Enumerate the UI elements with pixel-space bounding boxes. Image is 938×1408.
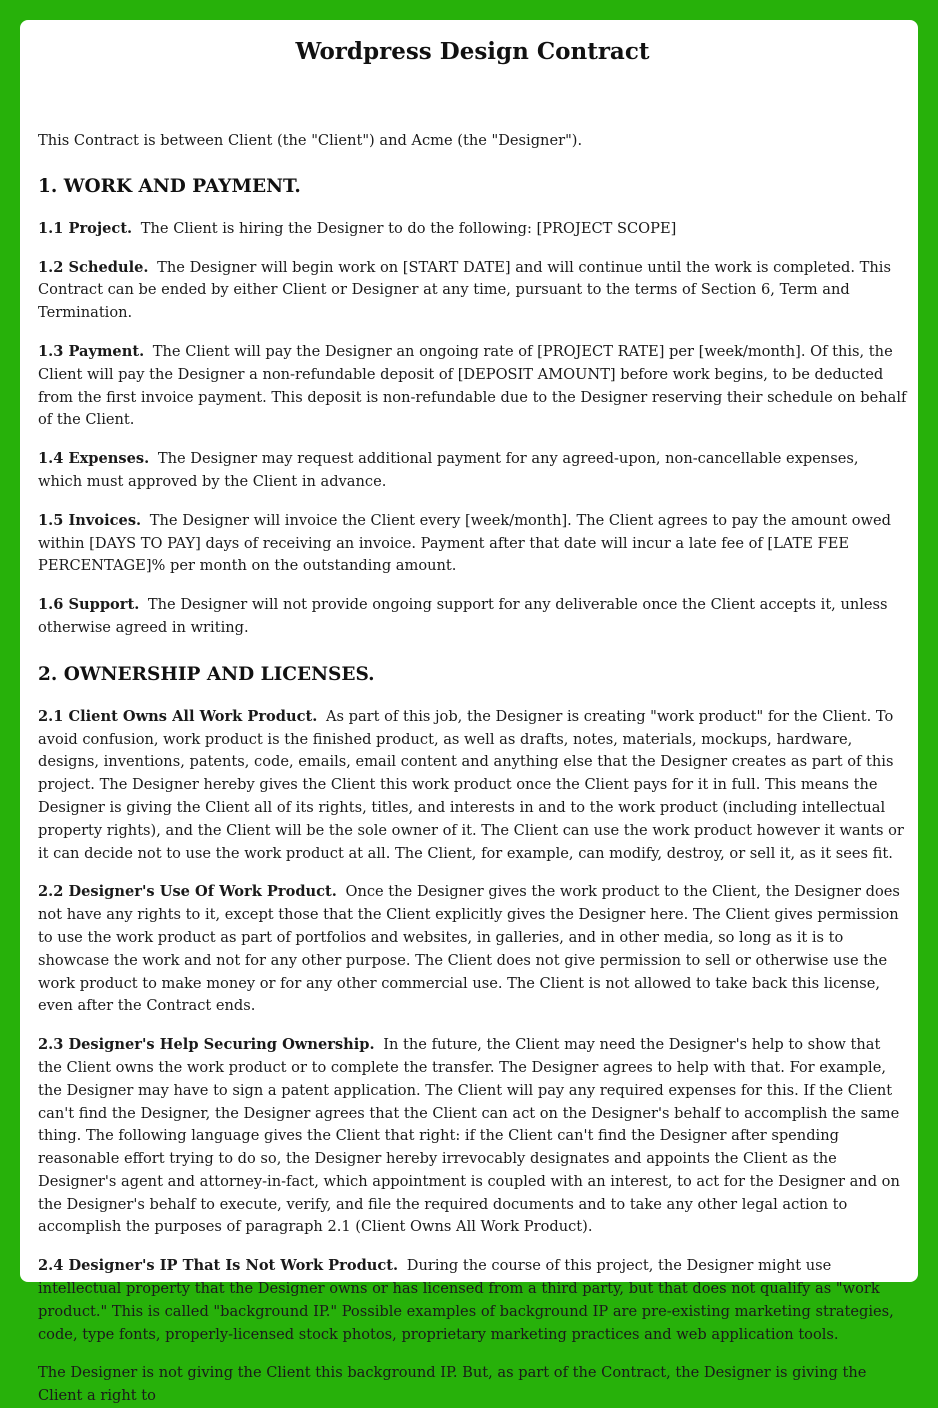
clause-text: During the course of this project, the Designer might use intellectual property that the Designer owns or has licensed from a third party, but that does not qualify as "work product." This is called "background IP." Possible examples of background IP are pre-existing marketing strategies, code, type fonts, properly-licensed stock photos, proprietary marketing practices and web application tools. [38,1257,894,1343]
clause-label: 1.4 Expenses. [38,450,150,468]
clause-label: 2.3 Designer's Help Securing Ownership. [38,1036,375,1054]
clause-text: As part of this job, the Designer is creating "work product" for the Client. To avoid confusion, work product is the finished product, as well as drafts, notes, materials, mockups, hardware, designs, inventions, patents, code, emails, email content and anything else that the Designer creates as part of this project. The Designer hereby gives the Client this work product once the Client pays for it in full. This means the Designer is giving the Client all of its rights, titles, and interests in and to the work product (including intellectual property rights), and the Client will be the sole owner of it. The Client can use the work product however it wants or it can decide not to use the work product at all. The Client, for example, can modify, destroy, or sell it, as it sees fit. [38,707,904,862]
clause-label: 1.6 Support. [38,596,140,614]
clause-2-3 [38,1034,907,1239]
clause-text: The Designer will invoice the Client every [week/month]. The Client agrees to pay the amount owed within [DAYS TO PAY] days of receiving an invoice. Payment after that date will incur a late fee of [LATE FEE PERCENTAGE]% per month on the outstanding amount. [38,511,891,575]
clause-2-2 [38,881,907,1018]
clause-label: 1.2 Schedule. [38,258,149,276]
clause-1-3 [38,341,907,432]
clause-text: In the future, the Client may need the Designer's help to show that the Client owns the work product or to complete the transfer. The Designer agrees to help with that. For example, the Designer may have to sign a patent application. The Client will pay any required expenses for this. If the Client can't find the Designer, the Designer agrees that the Client can act on the Designer's behalf to accomplish the same thing. The following language gives the Client that right: if the Client can't find the Designer after spending reasonable effort trying to do so, the Designer hereby irrevocably designates and appoints the Client as the Designer's agent and attorney-in-fact, which appointment is coupled with an interest, to act for the Designer and on the Designer's behalf to execute, verify, and file the required documents and to take any other legal action to accomplish the purposes of paragraph 2.1 (Client Owns All Work Product). [38,1036,900,1236]
clause-text: Once the Designer gives the work product to the Client, the Designer does not have any rights to it, except those that the Client explicitly gives the Designer here. The Client gives permission to use the work product as part of portfolios and websites, in galleries, and in other media, so long as it is to showcase the work and not for any other purpose. The Client does not give permission to sell or otherwise use the work product to make money or for any other commercial use. The Client is not allowed to take back this license, even after the Contract ends. [38,883,900,1015]
clause-1-2 [38,257,907,325]
clause-2-4-continued: The Designer is not giving the Client this background IP. But, as part of the Contract, the Designer is giving the Client a right to [38,1364,867,1405]
clause-label: 1.3 Payment. [38,342,145,360]
clause-label: 2.2 Designer's Use Of Work Product. [38,883,337,901]
clause-1-1 [38,218,907,241]
clause-text: The Designer may request additional payment for any agreed-upon, non-cancellable expenses, which must approved by the Client in advance. [38,450,859,490]
clause-label: 1.5 Invoices. [38,511,142,529]
clause-text: The Designer will not provide ongoing support for any deliverable once the Client accepts it, unless otherwise agreed in writing. [38,596,888,636]
clause-label: 2.1 Client Owns All Work Product. [38,707,318,725]
section-heading-ownership-licenses: 2. OWNERSHIP AND LICENSES. [38,663,375,685]
clause-text: The Designer will begin work on [START DATE] and will continue until the work is completed. This Contract can be ended by either Client or Designer at any time, pursuant to the terms of Section 6, Term and Termination. [38,258,891,322]
clause-text: The Client will pay the Designer an ongoing rate of [PROJECT RATE] per [week/month]. Of this, the Client will pay the Designer a non-refundable deposit of [DEPOSIT AMOUNT] before work begins, to be deducted from the first invoice payment. This deposit is non-refundable due to the Designer reserving their schedule on behalf of the Client. [38,342,907,429]
clause-2-4 [38,1255,907,1346]
clause-text: The Client is hiring the Designer to do the following: [PROJECT SCOPE] [140,219,677,237]
clause-1-6 [38,594,907,640]
clause-2-1 [38,706,907,866]
clause-1-5 [38,510,907,578]
clause-1-4 [38,448,907,494]
contract-document [20,20,918,1405]
clause-label: 1.1 Project. [38,219,133,237]
clause-label: 2.4 Designer's IP That Is Not Work Product. [38,1257,399,1275]
intro-paragraph: This Contract is between Client (the "Client") and Acme (the "Designer"). [38,132,583,149]
document-title: Wordpress Design Contract [295,38,650,65]
section-heading-work-payment: 1. WORK AND PAYMENT. [38,175,301,197]
